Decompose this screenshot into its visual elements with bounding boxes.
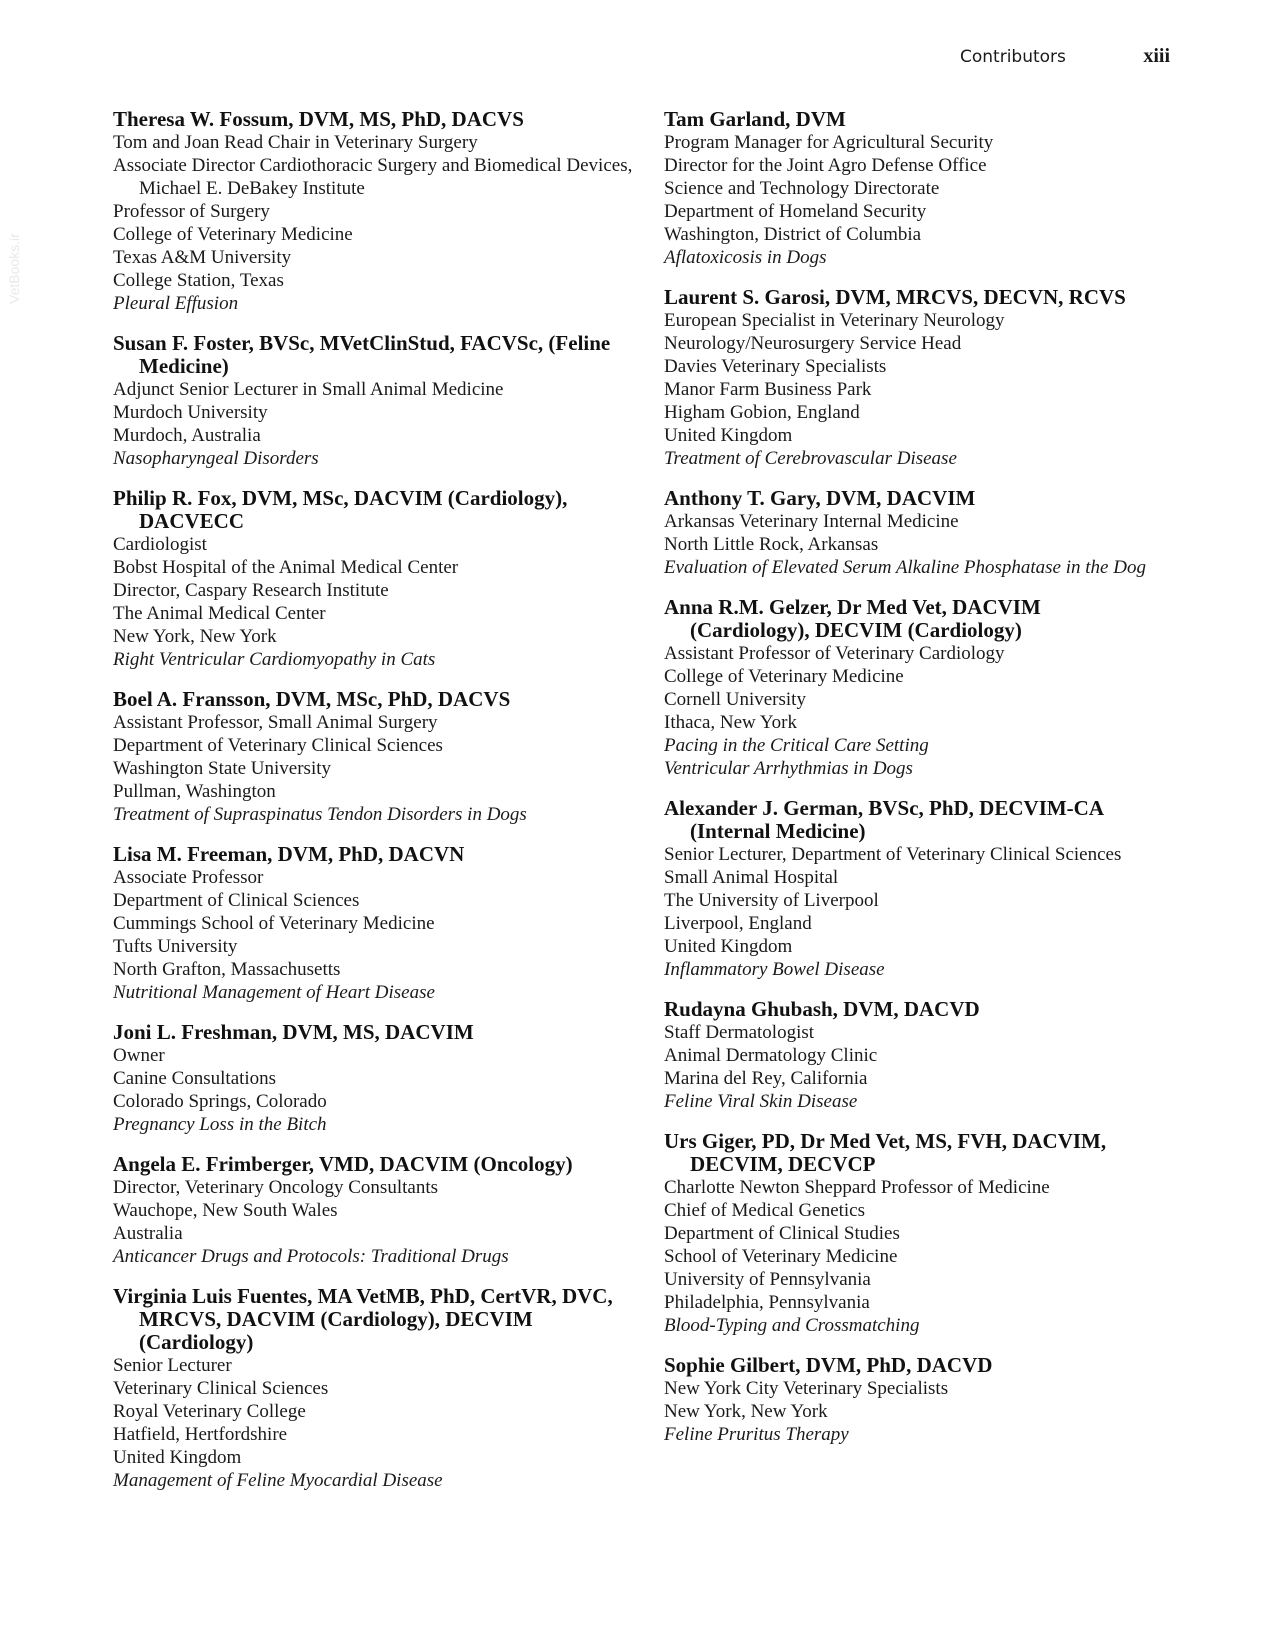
affiliation-line: Assistant Professor of Veterinary Cardiology [664,643,1005,664]
affiliation-line: Arkansas Veterinary Internal Medicine [664,511,959,532]
affiliation-line: United Kingdom [664,936,793,957]
chapter-title: Feline Pruritus Therapy [664,1424,849,1445]
page-number: xiii [1143,45,1170,67]
contributor-name: Sophie Gilbert, DVM, PhD, DACVD [664,1353,993,1377]
watermark-text: VetBooks.ir [6,233,22,304]
affiliation-line: University of Pennsylvania [664,1269,871,1290]
affiliation-line: Hatfield, Hertfordshire [113,1424,288,1445]
right-column [664,108,1164,1463]
contributor-entry [113,108,633,315]
chapter-title: Nutritional Management of Heart Disease [113,982,435,1003]
contributor-name: Anna R.M. Gelzer, Dr Med Vet, DACVIM (Cardiology), DECVIM (Cardiology) [664,595,1041,642]
contributor-name: Philip R. Fox, DVM, MSc, DACVIM (Cardiology), DACVECC [113,486,568,533]
contributor-name: Joni L. Freshman, DVM, MS, DACVIM [113,1020,474,1044]
contributor-entry [664,998,1164,1113]
affiliation-line: Associate Director Cardiothoracic Surgery and Biomedical Devices, Michael E. DeBakey Institute [113,155,633,199]
contributor-entry [664,286,1164,470]
affiliation-line: North Little Rock, Arkansas [664,534,879,555]
contributor-entry [113,1153,633,1268]
watermark [2,200,24,310]
affiliation-line: Program Manager for Agricultural Security [664,132,994,153]
affiliation-line: Tufts University [113,936,238,957]
chapter-title: Treatment of Supraspinatus Tendon Disorders in Dogs [113,804,527,825]
affiliation-line: United Kingdom [113,1447,242,1468]
chapter-title: Inflammatory Bowel Disease [664,959,885,980]
chapter-title: Treatment of Cerebrovascular Disease [664,448,957,469]
contributor-entry [664,1354,1164,1446]
affiliation-line: Charlotte Newton Sheppard Professor of Medicine [664,1177,1050,1198]
affiliation-line: College of Veterinary Medicine [113,224,353,245]
affiliation-line: Senior Lecturer, Department of Veterinary Clinical Sciences [664,844,1122,865]
contributor-name: Lisa M. Freeman, DVM, PhD, DACVN [113,842,465,866]
chapter-title: Pleural Effusion [113,293,239,314]
contributor-entry [664,108,1164,269]
affiliation-line: Washington State University [113,758,331,779]
contributor-entry [664,1130,1164,1337]
affiliation-line: The University of Liverpool [664,890,879,911]
affiliation-line: Senior Lecturer [113,1355,232,1376]
chapter-title: Right Ventricular Cardiomyopathy in Cats [113,649,436,670]
affiliation-line: Cummings School of Veterinary Medicine [113,913,435,934]
affiliation-line: Marina del Rey, California [664,1068,868,1089]
affiliation-line: Manor Farm Business Park [664,379,872,400]
affiliation-line: Washington, District of Columbia [664,224,922,245]
contributor-name: Alexander J. German, BVSc, PhD, DECVIM-CA (Internal Medicine) [664,796,1103,843]
contributor-entry [113,843,633,1004]
section-title: Contributors [960,47,1066,67]
contributor-name: Anthony T. Gary, DVM, DACVIM [664,486,976,510]
affiliation-line: Higham Gobion, England [664,402,860,423]
affiliation-line: Director, Veterinary Oncology Consultants [113,1177,438,1198]
affiliation-line: New York, New York [664,1401,828,1422]
affiliation-line: Animal Dermatology Clinic [664,1045,878,1066]
affiliation-line: Ithaca, New York [664,712,797,733]
affiliation-line: North Grafton, Massachusetts [113,959,341,980]
affiliation-line: New York, New York [113,626,277,647]
contributor-name: Rudayna Ghubash, DVM, DACVD [664,997,980,1021]
chapter-title: Aflatoxicosis in Dogs [664,247,827,268]
affiliation-line: Chief of Medical Genetics [664,1200,866,1221]
contributor-entry [664,487,1164,579]
affiliation-line: Wauchope, New South Wales [113,1200,338,1221]
affiliation-line: Small Animal Hospital [664,867,839,888]
chapter-title: Ventricular Arrhythmias in Dogs [664,758,913,779]
chapter-title: Pacing in the Critical Care Setting [664,735,929,756]
affiliation-line: College Station, Texas [113,270,284,291]
affiliation-line: Department of Veterinary Clinical Sciences [113,735,443,756]
affiliation-line: Murdoch University [113,402,268,423]
contributor-name: Boel A. Fransson, DVM, MSc, PhD, DACVS [113,687,511,711]
contributor-name: Angela E. Frimberger, VMD, DACVIM (Oncology) [113,1152,573,1176]
affiliation-line: Staff Dermatologist [664,1022,815,1043]
affiliation-line: New York City Veterinary Specialists [664,1378,949,1399]
affiliation-line: The Animal Medical Center [113,603,326,624]
affiliation-line: Cornell University [664,689,806,710]
affiliation-line: Veterinary Clinical Sciences [113,1378,329,1399]
affiliation-line: Australia [113,1223,183,1244]
chapter-title: Evaluation of Elevated Serum Alkaline Phosphatase in the Dog [664,557,1146,578]
affiliation-line: Texas A&M University [113,247,292,268]
chapter-title: Feline Viral Skin Disease [664,1091,858,1112]
affiliation-line: Associate Professor [113,867,264,888]
affiliation-line: Owner [113,1045,165,1066]
affiliation-line: Assistant Professor, Small Animal Surgery [113,712,438,733]
contributor-entry [664,797,1164,981]
affiliation-line: Department of Clinical Studies [664,1223,900,1244]
affiliation-line: Royal Veterinary College [113,1401,306,1422]
affiliation-line: Neurology/Neurosurgery Service Head [664,333,962,354]
affiliation-line: European Specialist in Veterinary Neurology [664,310,1005,331]
contributor-name: Theresa W. Fossum, DVM, MS, PhD, DACVS [113,107,524,131]
contributor-entry [113,1021,633,1136]
contributor-entry [113,332,633,470]
affiliation-line: Department of Clinical Sciences [113,890,360,911]
contributor-name: Susan F. Foster, BVSc, MVetClinStud, FACVSc, (Feline Medicine) [113,331,611,378]
affiliation-line: Liverpool, England [664,913,812,934]
contributor-name: Virginia Luis Fuentes, MA VetMB, PhD, CertVR, DVC, MRCVS, DACVIM (Cardiology), DECVIM (Cardiology) [113,1284,613,1354]
affiliation-line: Philadelphia, Pennsylvania [664,1292,870,1313]
running-head [960,45,1170,69]
affiliation-line: Colorado Springs, Colorado [113,1091,327,1112]
affiliation-line: Director, Caspary Research Institute [113,580,389,601]
affiliation-line: Canine Consultations [113,1068,277,1089]
contributor-entry [113,1285,633,1492]
affiliation-line: Science and Technology Directorate [664,178,940,199]
affiliation-line: College of Veterinary Medicine [664,666,904,687]
affiliation-line: School of Veterinary Medicine [664,1246,898,1267]
affiliation-line: Director for the Joint Agro Defense Office [664,155,987,176]
contributor-name: Laurent S. Garosi, DVM, MRCVS, DECVN, RCVS [664,285,1126,309]
affiliation-line: Pullman, Washington [113,781,276,802]
affiliation-line: Department of Homeland Security [664,201,927,222]
affiliation-line: United Kingdom [664,425,793,446]
chapter-title: Management of Feline Myocardial Disease [113,1470,443,1491]
contributor-name: Urs Giger, PD, Dr Med Vet, MS, FVH, DACVIM, DECVIM, DECVCP [664,1129,1107,1176]
contributor-name: Tam Garland, DVM [664,107,846,131]
affiliation-line: Professor of Surgery [113,201,270,222]
affiliation-line: Murdoch, Australia [113,425,261,446]
affiliation-line: Adjunct Senior Lecturer in Small Animal Medicine [113,379,504,400]
chapter-title: Nasopharyngeal Disorders [113,448,319,469]
contributor-entry [113,688,633,826]
affiliation-line: Tom and Joan Read Chair in Veterinary Surgery [113,132,478,153]
affiliation-line: Davies Veterinary Specialists [664,356,887,377]
affiliation-line: Cardiologist [113,534,207,555]
affiliation-line: Bobst Hospital of the Animal Medical Center [113,557,459,578]
contributor-entry [113,487,633,671]
chapter-title: Anticancer Drugs and Protocols: Traditional Drugs [113,1246,509,1267]
left-column [113,108,633,1509]
chapter-title: Pregnancy Loss in the Bitch [113,1114,327,1135]
contributor-entry [664,596,1164,780]
chapter-title: Blood-Typing and Crossmatching [664,1315,920,1336]
